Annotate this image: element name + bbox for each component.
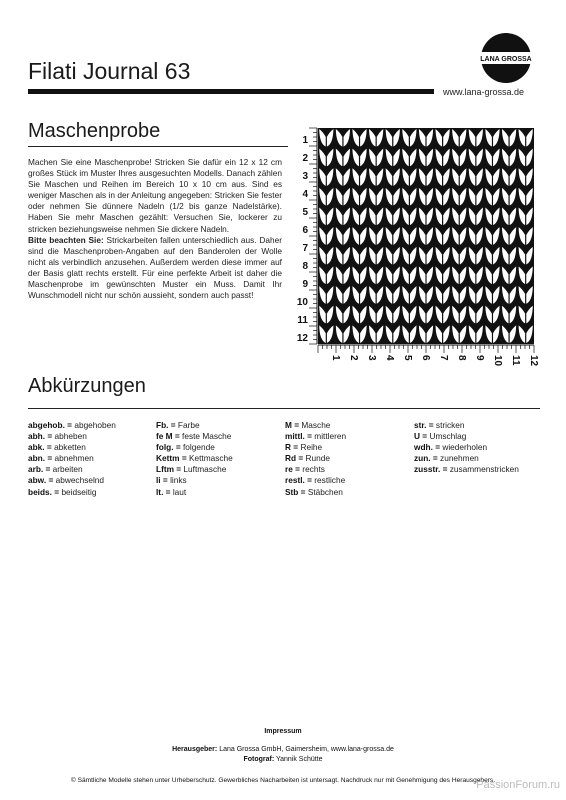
vertical-ruler-label: 11 (297, 315, 308, 326)
abbreviation-column-1 (28, 420, 116, 498)
watermark: PassionForum.ru (476, 779, 560, 791)
abbreviation-term: Kettm = (156, 453, 187, 464)
horizontal-ruler (318, 345, 539, 367)
abbreviation-item (28, 442, 116, 453)
note-label: Bitte beachten Sie: (28, 234, 104, 245)
abbreviation-meaning: zunehmen (437, 453, 479, 464)
abbreviation-meaning: mittleren (311, 431, 347, 442)
horizontal-ruler-label: 7 (438, 355, 449, 361)
abbreviation-column-3 (285, 420, 346, 498)
abbreviation-meaning: wiederholen (440, 442, 488, 453)
abbreviation-meaning: Masche (299, 420, 331, 430)
abbreviation-meaning: Stäbchen (305, 486, 343, 497)
abbreviation-meaning: abheben (52, 431, 87, 442)
vertical-ruler-label: 8 (302, 261, 308, 272)
vertical-ruler-label: 4 (302, 189, 308, 200)
abbreviation-item (156, 464, 233, 475)
horizontal-ruler-label: 10 (492, 355, 503, 367)
abbreviation-item (285, 464, 346, 475)
publisher-line (0, 746, 566, 753)
abbreviation-meaning: Luftmasche (181, 464, 227, 475)
impressum-heading: Impressum (264, 728, 302, 735)
abbreviation-meaning: abketten (51, 442, 86, 453)
abbreviation-meaning: beidseitig (59, 486, 97, 497)
vertical-ruler (297, 128, 317, 344)
abbreviation-meaning: abnehmen (52, 453, 94, 464)
website-url[interactable]: www.lana-grossa.de (443, 87, 525, 97)
gauge-swatch-ruler (296, 126, 544, 367)
abbreviation-meaning: abgehoben (72, 420, 116, 430)
maschenprobe-heading: Maschenprobe (28, 120, 161, 142)
abbreviation-meaning: Farbe (175, 420, 200, 430)
abbreviation-term: Rd = (285, 453, 304, 464)
abbreviation-meaning: feste Masche (179, 431, 232, 442)
abbreviation-meaning: links (167, 475, 187, 486)
abbreviation-meaning: Kettmasche (186, 453, 233, 464)
photographer-line (0, 756, 566, 763)
abbreviation-term: lt. = (156, 486, 171, 497)
photographer-label: Fotograf: (243, 756, 275, 763)
abbreviation-item (28, 487, 116, 498)
abbreviation-meaning: zusammenstricken (447, 464, 519, 475)
abbreviation-term: Fb. = (156, 420, 176, 430)
abkuerzungen-heading: Abkürzungen (28, 375, 146, 397)
abbreviation-item (28, 475, 116, 486)
abbreviation-item (28, 420, 116, 431)
maschenprobe-text (28, 157, 282, 301)
abbreviation-term: beids. = (28, 486, 60, 497)
horizontal-ruler-label: 5 (402, 355, 413, 361)
knit-stitch-pattern (318, 128, 534, 344)
abbreviation-term: abgehob. = (28, 420, 73, 430)
abbreviation-term: zusstr. = (414, 464, 448, 475)
horizontal-ruler-label: 8 (456, 355, 467, 361)
abbreviation-meaning: stricken (433, 420, 465, 430)
abbreviation-item (285, 442, 346, 453)
abbreviation-meaning: Runde (303, 453, 330, 464)
copyright-notice: © Sämtliche Modelle stehen unter Urheberschutz. Gewerbliches Nacharbeiten ist untersagt. Nachdruck nur mit Genehmigung des Herausgebers. (70, 777, 496, 784)
abbreviation-term: M = (285, 420, 300, 430)
abbreviation-term: wdh. = (414, 442, 441, 453)
abbreviation-item (414, 453, 519, 464)
vertical-ruler-label: 1 (302, 135, 308, 146)
photographer-text: Yannik Schütte (274, 756, 323, 763)
maschenprobe-paragraph-1: Machen Sie eine Maschenprobe! Stricken Sie dafür ein 12 x 12 cm großes Stück im Muster Ihres ausgesuchten Modells. Danach zählen Sie Maschen und Reihen im Bereich 10 x 10 cm aus. Sind es weniger Maschen als in der Anleitung angegeben: Stricken Sie fester oder nehmen Sie dünnere Nadeln (1/2 bis ganze Nadelstärke). Haben Sie mehr Maschen gezählt: Versuchen Sie, lockerer zu stricken beziehungsweise nehmen Sie dickere Nadeln. (28, 157, 282, 234)
abbreviation-item (414, 442, 519, 453)
horizontal-ruler-label: 6 (420, 355, 431, 361)
abbreviation-item (156, 431, 233, 442)
horizontal-ruler-label: 4 (384, 355, 395, 361)
abbreviation-term: Stb = (285, 486, 306, 497)
horizontal-ruler-label: 3 (366, 355, 377, 361)
abbreviation-item (156, 475, 233, 486)
abbreviation-item (414, 464, 519, 475)
abbreviation-item (28, 431, 116, 442)
vertical-ruler-label: 10 (296, 297, 308, 308)
publisher-text: Lana Grossa GmbH, Gaimersheim, www.lana-grossa.de (217, 746, 394, 753)
abbreviation-item (414, 431, 519, 442)
abbreviation-meaning: abwechselnd (53, 475, 105, 486)
publisher-label: Herausgeber: (172, 746, 218, 753)
header-rule (28, 89, 434, 94)
abbreviation-term: arb. = (28, 464, 51, 475)
abbreviation-term: fe M = (156, 431, 180, 442)
abbreviation-term: folg. = (156, 442, 181, 453)
vertical-ruler-label: 2 (302, 153, 308, 164)
abbreviation-meaning: rechts (300, 464, 325, 475)
horizontal-ruler-label: 2 (348, 355, 359, 361)
horizontal-ruler-label: 11 (510, 355, 521, 366)
svg-text:LANA GROSSA: LANA GROSSA (480, 56, 532, 63)
abbreviation-term: li = (156, 475, 168, 486)
abbreviation-item (285, 420, 346, 431)
abbreviation-term: re = (285, 464, 300, 475)
abbreviation-term: abh. = (28, 431, 53, 442)
abbreviation-item (156, 420, 233, 431)
abbreviation-item (28, 453, 116, 464)
abbreviation-item (156, 487, 233, 498)
abbreviation-item (156, 453, 233, 464)
abbreviation-meaning: Umschlag (427, 431, 467, 442)
abbreviation-item (156, 442, 233, 453)
vertical-ruler-label: 7 (302, 243, 308, 254)
vertical-ruler-label: 5 (302, 207, 308, 218)
abbreviation-term: R = (285, 442, 299, 453)
abbreviation-term: abn. = (28, 453, 53, 464)
horizontal-ruler-label: 9 (474, 355, 485, 361)
abbreviation-meaning: folgende (180, 442, 215, 453)
abbreviation-item (285, 453, 346, 464)
maschenprobe-paragraph-2: Strickarbeiten fallen unterschiedlich aus. Daher sind die Maschenproben-Angaben auf den Banderolen der Wolle nicht als verbindlich anzusehen. Außerdem werden diese immer auf der Basis glatt rechts erstellt. Für eine perfekte Arbeit ist daher die Maschenprobe im gewünschten Muster ein Muss. Damit Ihr Wunschmodell nicht nur schön aussieht, sondern auch passt! (28, 234, 282, 301)
vertical-ruler-label: 9 (302, 279, 308, 290)
abbreviation-term: U = (414, 431, 428, 442)
abbreviation-column-4 (414, 420, 519, 475)
vertical-ruler-label: 3 (302, 171, 308, 182)
journal-title: Filati Journal 63 (28, 58, 191, 84)
abbreviation-term: Lftm = (156, 464, 182, 475)
abbreviation-item (285, 487, 346, 498)
maschenprobe-rule (28, 146, 288, 147)
abbreviation-term: mittl. = (285, 431, 312, 442)
abkuerzungen-rule (28, 408, 540, 409)
abbreviation-item (285, 431, 346, 442)
abbreviation-meaning: arbeiten (50, 464, 83, 475)
abbreviation-meaning: laut (170, 486, 187, 497)
abbreviation-term: abw. = (28, 475, 54, 486)
horizontal-ruler-label: 12 (528, 355, 539, 367)
lana-grossa-logo (470, 30, 542, 86)
horizontal-ruler-label: 1 (330, 355, 341, 361)
abbreviation-item (285, 475, 346, 486)
abbreviation-term: restl. = (285, 475, 312, 486)
abbreviation-column-2 (156, 420, 233, 498)
vertical-ruler-label: 12 (296, 333, 308, 344)
abbreviation-term: zun. = (414, 453, 438, 464)
abbreviation-meaning: restliche (311, 475, 346, 486)
vertical-ruler-label: 6 (302, 225, 308, 236)
abbreviation-term: abk. = (28, 442, 52, 453)
abbreviation-item (28, 464, 116, 475)
abbreviation-term: str. = (414, 420, 434, 430)
abbreviation-item (414, 420, 519, 431)
abbreviation-meaning: Reihe (298, 442, 323, 453)
